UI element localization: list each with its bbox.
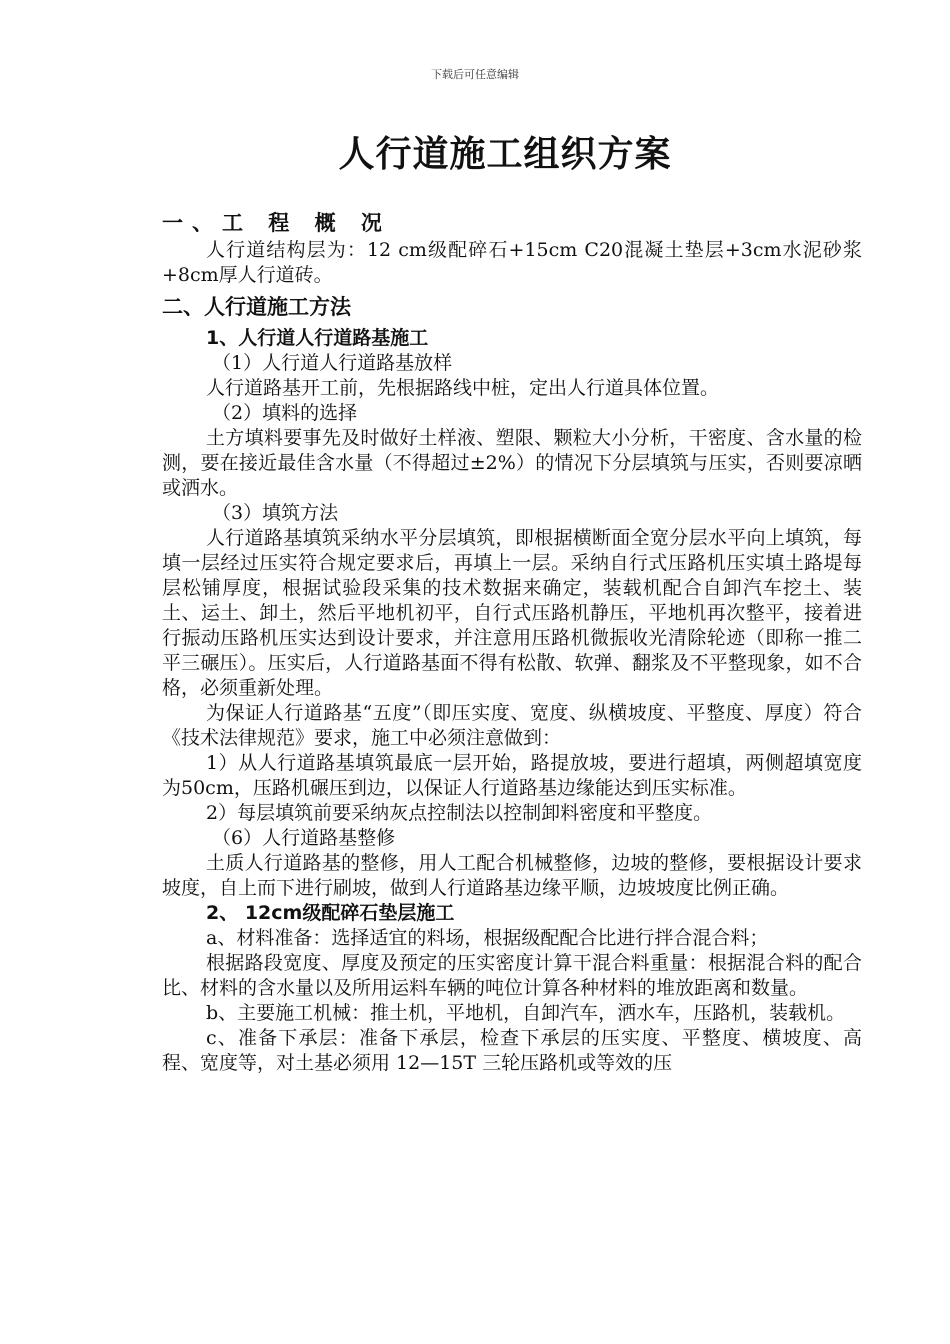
document-body — [162, 208, 862, 1076]
item-2-1-3-heading: （3）填筑方法 — [212, 502, 339, 524]
item-2-2-c-paragraph: c、准备下承层：准备下承层，检查下承层的压实度、平整度、横坡度、高程、宽度等，对土基必须用 12—15T 三轮压路机或等效的压 — [162, 1027, 862, 1074]
subsection-2-1-heading: 1、人行道人行道路基施工 — [206, 327, 429, 349]
item-2-1-6-paragraph: 土质人行道路基的整修，用人工配合机械整修，边坡的整修，要根据设计要求坡度，自上而下进行刷坡，做到人行道路基边缘平顺，边坡坡度比例正确。 — [162, 852, 862, 899]
five-degrees-paragraph: 为保证人行道路基“五度”（即压实度、宽度、纵横坡度、平整度、厚度）符合《技术法律规范》要求，施工中必须注意做到： — [162, 702, 862, 749]
item-2-1-3-paragraph: 人行道路基填筑采纳水平分层填筑，即根据横断面全宽分层水平向上填筑，每填一层经过压实符合规定要求后，再填上一层。采纳自行式压路机压实填土路堤每层松铺厚度，根据试验段采集的技术数据来确定，装载机配合自卸汽车挖土、装土、运土、卸土，然后平地机初平，自行式压路机静压，平地机再次整平，接着进行振动压路机压实达到设计要求，并注意用压路机微振收光清除轮迹（即称一推二平三碾压）。压实后，人行道路基面不得有松散、软弹、翻浆及不平整现象，如不合格，必须重新处理。 — [162, 527, 862, 699]
header-note: 下载后可任意编辑 — [431, 68, 519, 81]
item-2-2-b-paragraph: b、主要施工机械：推土机，平地机，自卸汽车，洒水车，压路机，装载机。 — [206, 1002, 846, 1024]
document-title: 人行道施工组织方案 — [338, 134, 672, 175]
item-2-1-2-heading: （2）填料的选择 — [212, 402, 358, 424]
item-2-1-2-paragraph: 土方填料要事先及时做好土样液、塑限、颗粒大小分析，干密度、含水量的检测，要在接近最佳含水量（不得超过±2%）的情况下分层填筑与压实，否则要凉晒或洒水。 — [162, 427, 862, 499]
item-2-1-6-heading: （6）人行道路基整修 — [212, 827, 396, 849]
item-2-1-1-paragraph: 人行道路基开工前，先根据路线中桩，定出人行道具体位置。 — [206, 377, 720, 399]
requirement-1-paragraph: 1）从人行道路基填筑最底一层开始，路提放坡，要进行超填，两侧超填宽度为50cm，压路机碾压到边，以保证人行道路基边缘能达到压实标准。 — [162, 752, 862, 799]
item-2-2-a-paragraph: a、材料准备：选择适宜的料场，根据级配配合比进行拌合混合料； — [206, 927, 769, 949]
section-1-paragraph: 人行道结构层为：12 cm级配碎石+15cm C20混凝土垫层+3cm水泥砂浆+8cm厚人行道砖。 — [162, 239, 862, 286]
item-2-1-1-heading: （1）人行道人行道路基放样 — [212, 352, 453, 374]
subsection-2-2-heading: 2、 12cm级配碎石垫层施工 — [206, 902, 455, 924]
requirement-2-paragraph: 2）每层填筑前要采纳灰点控制法以控制卸料密度和平整度。 — [206, 802, 713, 824]
section-2-heading: 二、人行道施工方法 — [162, 295, 351, 319]
item-2-2-a-detail-paragraph: 根据路段宽度、厚度及预定的压实密度计算干混合料重量：根据混合料的配合比、材料的含水量以及所用运料车辆的吨位计算各种材料的堆放距离和数量。 — [162, 952, 862, 999]
section-1-heading: 一、工 程 概 况 — [162, 211, 391, 235]
